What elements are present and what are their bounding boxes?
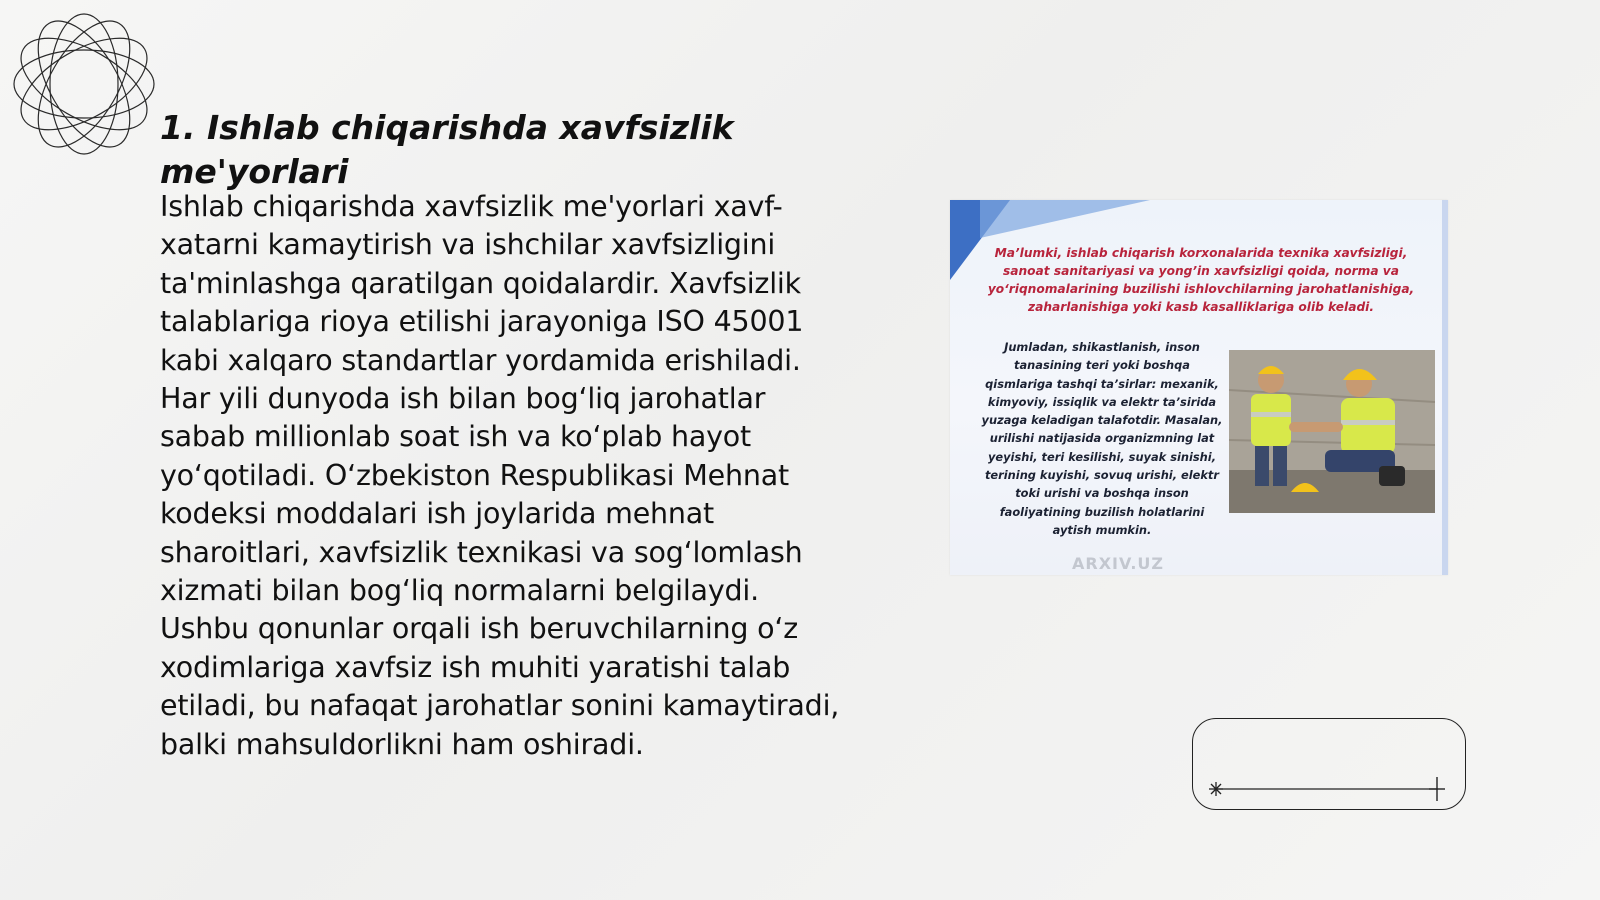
line-with-stars-icon	[1193, 719, 1467, 811]
light-blue-shard-decoration	[980, 200, 1150, 238]
decorative-rounded-box	[1192, 718, 1466, 810]
injured-worker-photo	[1229, 350, 1435, 513]
slide-body-text: Ishlab chiqarishda xavfsizlik me'yorlari xavf-xatarni kamaytirish va ishchilar xavfsizligini ta'minlashga qaratilgan qoidalardir. Xavfsizlik talablariga rioya etilishi jarayoniga ISO 45001 kabi xalqaro standartlar yordamida erishiladi. Har yili dunyoda ish bilan bog‘liq jarohatlar sabab millionlab soat ish va ko‘plab hayot yo‘qotiladi. O‘zbekiston Respublikasi Mehnat kodeksi moddalari ish joylarida mehnat sharoitlari, xavfsizlik texnikasi va sog‘lomlash xizmati bilan bog‘liq normalarni belgilaydi. Ushbu qonunlar orqali ish beruvchilarning o‘z xodimlariga xavfsiz ish muhiti yaratishi talab etiladi, bu nafaqat jarohatlar sonini kamaytiradi, balki mahsuldorlikni ham oshiradi.	[160, 190, 840, 761]
safety-infographic-image	[950, 200, 1448, 575]
workers-illustration	[1229, 350, 1435, 513]
slide-title: 1. Ishlab chiqarishda xavfsizlik me'yorlari	[160, 108, 734, 191]
decorative-rings-icon	[10, 10, 158, 158]
infographic-side-text: Jumladan, shikastlanish, inson tanasining teri yoki boshqa qismlariga tashqi ta’sirlar: mexanik, kimyoviy, issiqlik va elektr ta’sirida yuzaga keladigan talafotdir. Masalan, urilishi natijasida organizmning lat yeyishi, teri kesilishi, suyak sinishi, terining kuyishi, sovuq urishi, elektr toki urishi va boshqa inson faoliyatining buzilish holatlarini aytish mumkin.	[981, 340, 1223, 537]
edge-stripe	[1442, 200, 1448, 575]
infographic-top-text: Ma’lumki, ishlab chiqarish korxonalarida texnika xavfsizligi, sanoat sanitariyasi va yong’in xavfsizligi qoida, norma va yo‘riqnomalarining buzilishi ishlovchilarning jarohatlanishiga, zaharlanishiga yoki kasb kasalliklariga olib keladi.	[987, 246, 1415, 314]
watermark-text: ARXIV.UZ	[1072, 554, 1164, 573]
